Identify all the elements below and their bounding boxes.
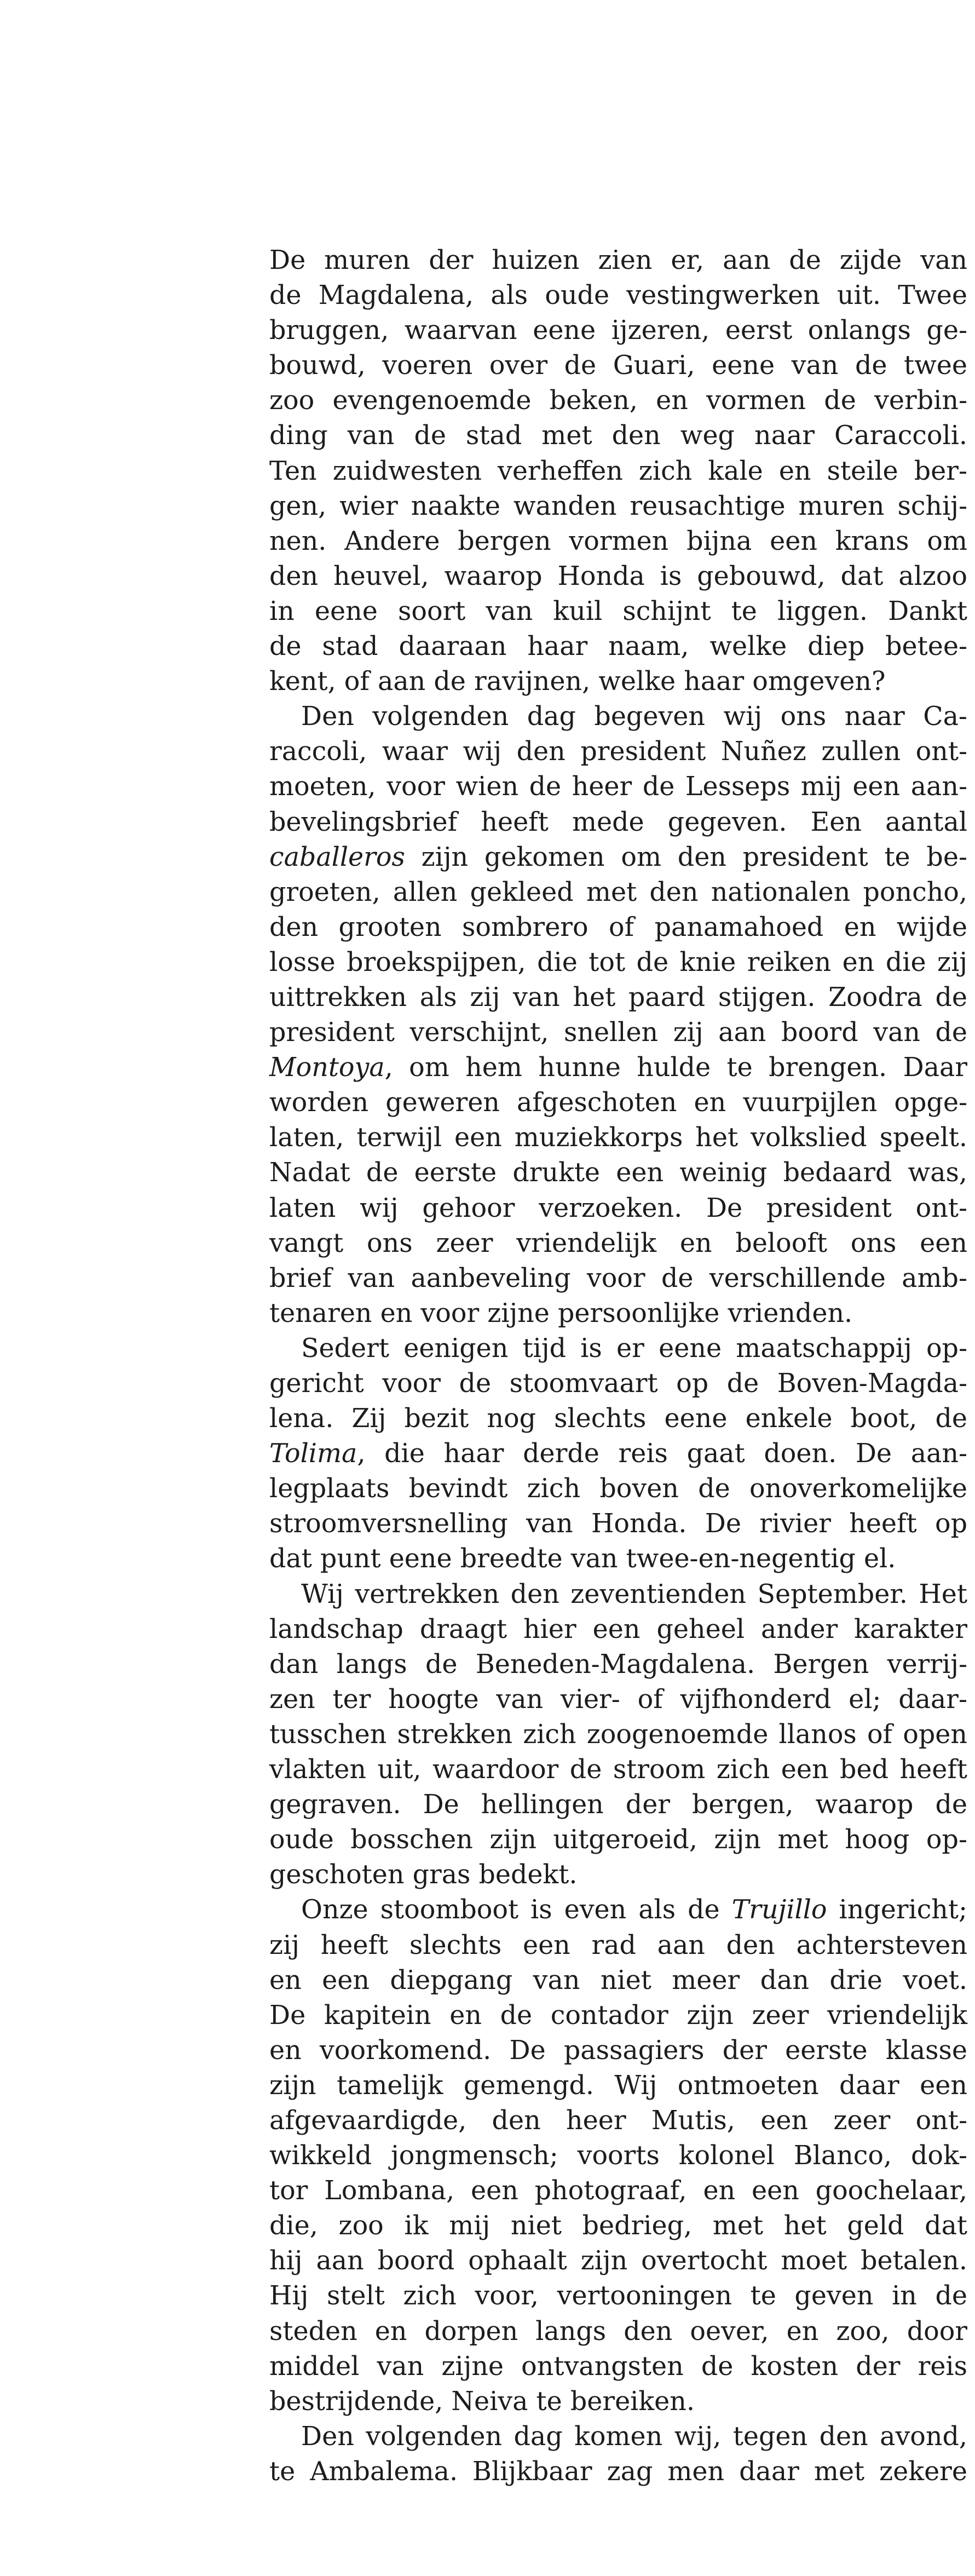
text-line: legplaats bevindt zich boven de onoverkomelijke [269, 1474, 967, 1504]
text-line: Montoya, om hem hunne hulde te brengen. Daar [269, 1053, 967, 1083]
text-line: den grooten sombrero of panamahoed en wijde [269, 912, 967, 942]
text-line: losse broekspijpen, die tot de knie reiken en die zij [269, 947, 967, 978]
text-line: Nadat de eerste drukte een weinig bedaard was, [269, 1158, 967, 1188]
paragraph-5 [269, 1893, 967, 2419]
text-line: Den volgenden dag begeven wij ons naar Ca- [301, 702, 967, 732]
paragraph-3 [269, 1331, 967, 1577]
paragraph-2 [269, 699, 967, 1331]
text-line: middel van zijne ontvangsten de kosten der reis [269, 2351, 967, 2382]
text-line: zij heeft slechts een rad aan den achtersteven [269, 1930, 967, 1960]
text-line: wikkeld jongmensch; voorts kolonel Blanco, dok- [269, 2141, 967, 2171]
text-line: moeten, voor wien de heer de Lesseps mij een aan- [269, 772, 967, 802]
text-line: Den volgenden dag komen wij, tegen den avond, [301, 2421, 967, 2452]
text-line: gericht voor de stoomvaart op de Boven-Magda- [269, 1369, 967, 1399]
text-line: dan langs de Beneden-Magdalena. Bergen verrij- [269, 1649, 967, 1680]
text-line: vangt ons zeer vriendelijk en belooft ons een [269, 1228, 967, 1258]
text-line: president verschijnt, snellen zij aan boord van de [269, 1017, 967, 1048]
text-line: worden geweren afgeschoten en vuurpijlen opge- [269, 1088, 967, 1118]
text-line: groeten, allen gekleed met den nationalen poncho, [269, 877, 967, 907]
text-line: Ten zuidwesten verheffen zich kale en steile ber- [269, 456, 967, 486]
italic-term: Trujillo [731, 1895, 827, 1925]
text-line: de stad daaraan haar naam, welke diep betee- [269, 631, 967, 662]
italic-term: Tolima [269, 1439, 357, 1469]
text-line: brief van aanbeveling voor de verschillende amb- [269, 1263, 967, 1293]
text-line: zen ter hoogte van vier- of vijfhonderd el; daar- [269, 1684, 967, 1715]
text-line: kent, of aan de ravijnen, welke haar omgeven? [269, 666, 886, 697]
text-line: bruggen, waarvan eene ijzeren, eerst onlangs ge- [269, 315, 967, 346]
text-line: gen, wier naakte wanden reusachtige muren schij- [269, 491, 967, 521]
italic-term: caballeros [269, 842, 405, 872]
body-text [269, 243, 967, 2489]
text-line: steden en dorpen langs den oever, en zoo, door [269, 2316, 967, 2347]
text-line: De muren der huizen zien er, aan de zijde van [269, 245, 967, 275]
text-line: nen. Andere bergen vormen bijna een krans om [269, 526, 967, 556]
text-line: bevelingsbrief heeft mede gegeven. Een aantal [269, 807, 967, 837]
text-line: tenaren en voor zijne persoonlijke vrienden. [269, 1298, 853, 1329]
text-line: geschoten gras bedekt. [269, 1860, 578, 1890]
text-line: laten wij gehoor verzoeken. De president ont- [269, 1193, 967, 1223]
text-line: en voorkomend. De passagiers der eerste klasse [269, 2035, 967, 2066]
text-line: zoo evengenoemde beken, en vormen de verbin- [269, 386, 967, 416]
text-line: hij aan boord ophaalt zijn overtocht moet betalen. [269, 2246, 967, 2276]
paragraph-6 [269, 2419, 967, 2489]
text-line: Hij stelt zich voor, vertooningen te geven in de [269, 2281, 967, 2312]
text-line: raccoli, waar wij den president Nuñez zullen ont- [269, 737, 967, 767]
text-line: Onze stoomboot is even als de Trujillo ingericht; [301, 1895, 967, 1925]
text-line: caballeros zijn gekomen om den president te be- [269, 842, 967, 872]
text-line: De kapitein en de contador zijn zeer vriendelijk [269, 2000, 967, 2031]
text-line: Tolima, die haar derde reis gaat doen. De aan- [269, 1439, 967, 1469]
text-line: uittrekken als zij van het paard stijgen. Zoodra de [269, 982, 967, 1013]
text-line: de Magdalena, als oude vestingwerken uit. Twee [269, 280, 967, 311]
text-line: tor Lombana, een photograaf, en een goochelaar, [269, 2176, 967, 2206]
text-line: afgevaardigde, den heer Mutis, een zeer ont- [269, 2105, 967, 2136]
text-line: dat punt eene breedte van twee-en-negentig el. [269, 1544, 896, 1574]
text-line: zijn tamelijk gemengd. Wij ontmoeten daar een [269, 2070, 967, 2101]
text-line: ding van de stad met den weg naar Caraccoli. [269, 421, 967, 451]
text-line: in eene soort van kuil schijnt te liggen. Dankt [269, 596, 967, 626]
paragraph-1 [269, 243, 967, 699]
text-line: te Ambalema. Blijkbaar zag men daar met zekere [269, 2456, 967, 2487]
text-line: den heuvel, waarop Honda is gebouwd, dat alzoo [269, 561, 967, 591]
paragraph-4 [269, 1577, 967, 1893]
text-line: landschap draagt hier een geheel ander karakter [269, 1614, 967, 1645]
text-line: vlakten uit, waardoor de stroom zich een bed heeft [269, 1755, 967, 1785]
text-line: stroomversnelling van Honda. De rivier heeft op [269, 1509, 967, 1539]
text-line: gegraven. De hellingen der bergen, waarop de [269, 1790, 967, 1820]
text-line: die, zoo ik mij niet bedrieg, met het geld dat [269, 2211, 967, 2241]
text-line: tusschen strekken zich zoogenoemde llanos of open [269, 1719, 967, 1750]
italic-term: Montoya [269, 1053, 385, 1083]
text-line: lena. Zij bezit nog slechts eene enkele boot, de [269, 1404, 967, 1434]
text-line: en een diepgang van niet meer dan drie voet. [269, 1965, 967, 1996]
text-line: Sedert eenigen tijd is er eene maatschappij op- [301, 1333, 967, 1364]
text-line: bestrijdende, Neiva te bereiken. [269, 2386, 695, 2417]
text-line: laten, terwijl een muziekkorps het volkslied speelt. [269, 1123, 967, 1153]
text-line: oude bosschen zijn uitgeroeid, zijn met hoog op- [269, 1825, 967, 1855]
text-line: Wij vertrekken den zeventienden September. Het [301, 1579, 967, 1609]
text-line: bouwd, voeren over de Guari, eene van de twee [269, 350, 967, 381]
